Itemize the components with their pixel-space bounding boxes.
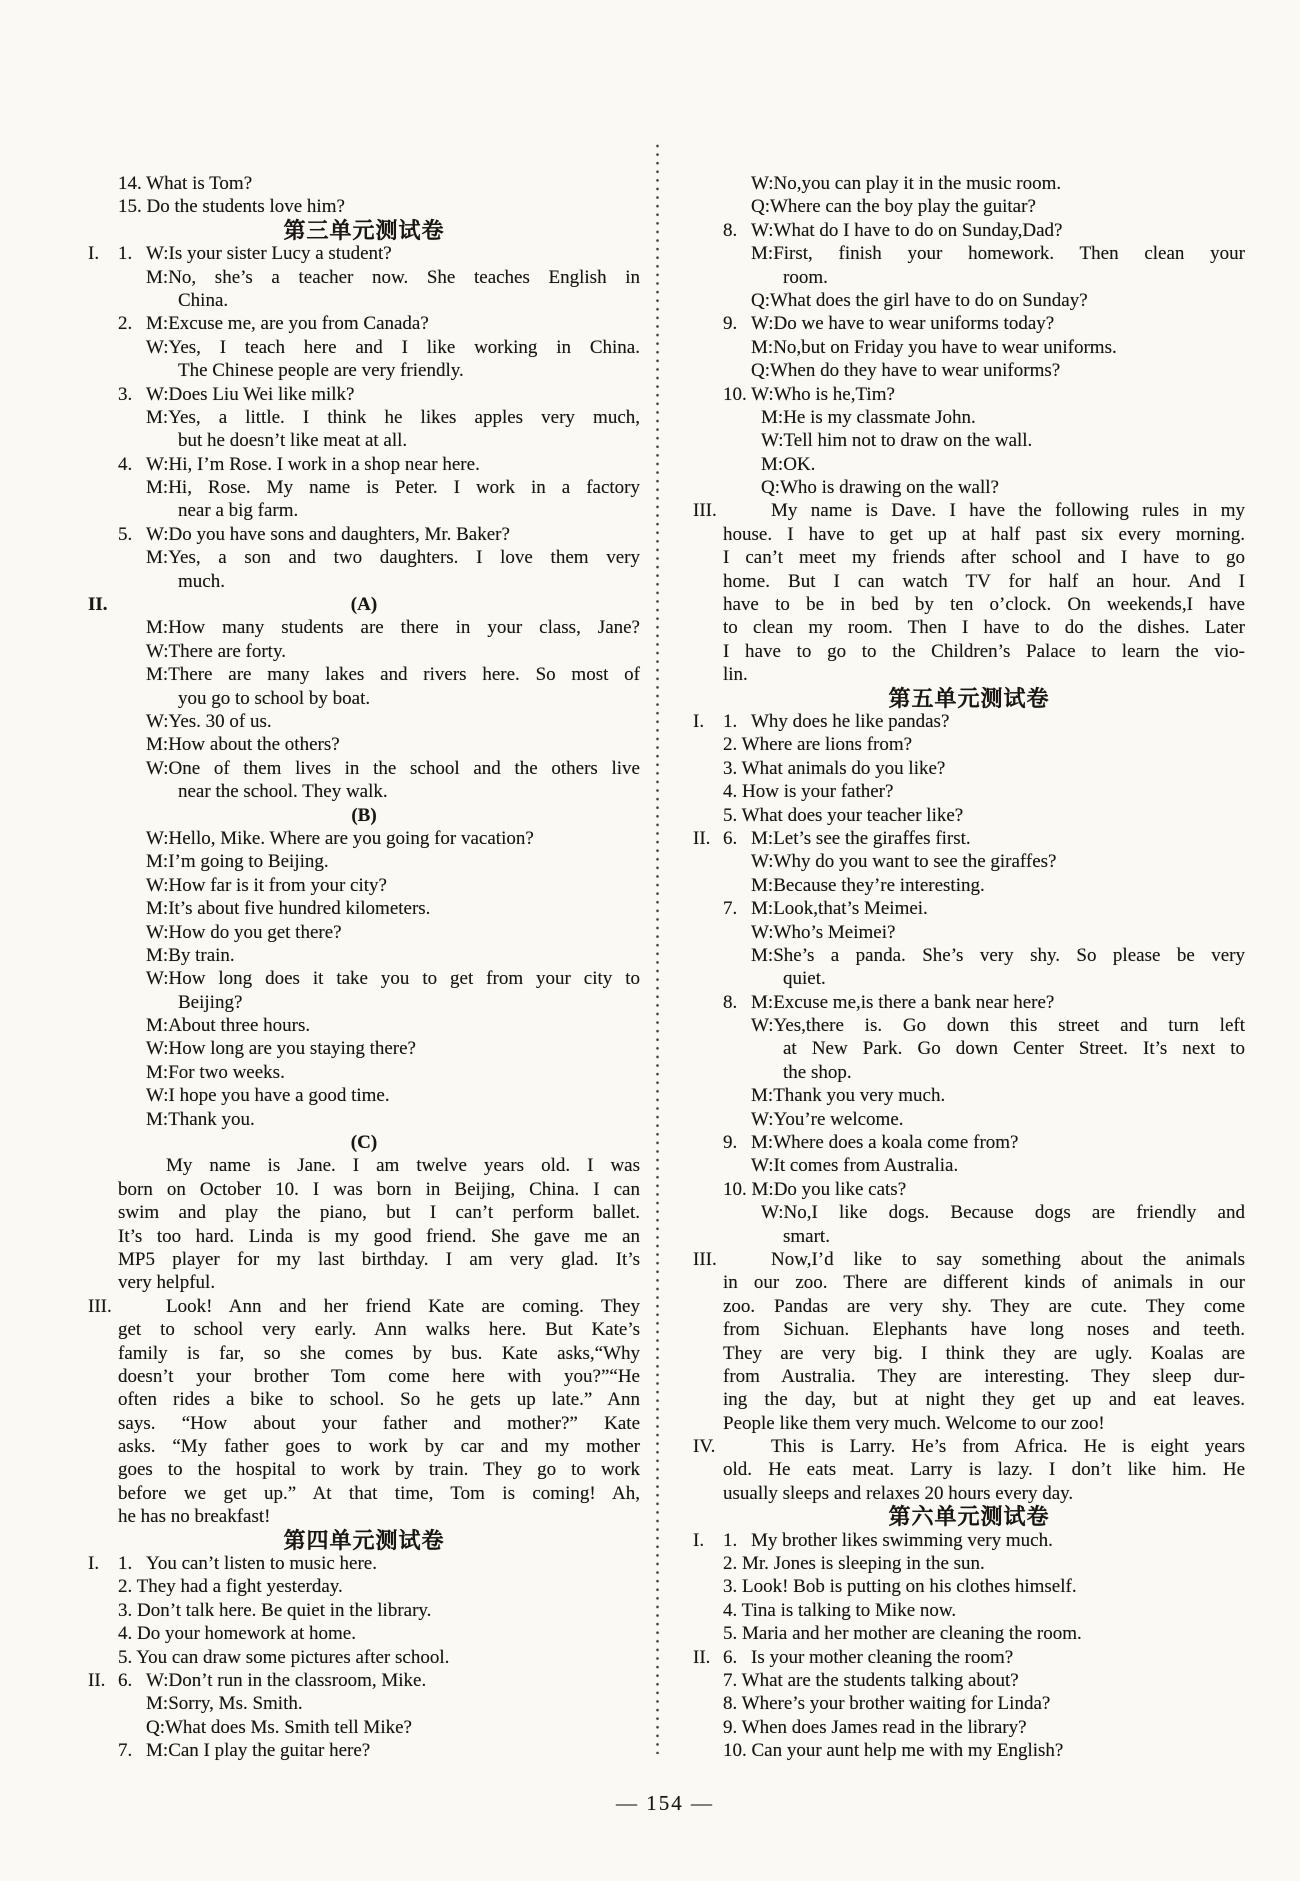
text-line: from Sichuan. Elephants have long noses and teeth. — [723, 1319, 1245, 1341]
text-line: Q:What does the girl have to do on Sunday? — [751, 289, 1088, 311]
text-line: W:How long are you staying there? — [146, 1038, 416, 1060]
text-line: 10. M:Do you like cats? — [723, 1178, 907, 1200]
text-line: 2. Mr. Jones is sleeping in the sun. — [723, 1553, 985, 1575]
speaker-label: W: — [761, 1202, 784, 1224]
speaker-label: W: — [761, 430, 784, 452]
text-line: Q:Who is drawing on the wall? — [761, 477, 999, 499]
text-line: Q:What does Ms. Smith tell Mike? — [146, 1716, 412, 1738]
text-line: room. — [783, 266, 828, 288]
item-number: 3. — [723, 757, 738, 779]
speaker-label: M: — [146, 734, 169, 756]
item-number: 6. — [118, 1670, 133, 1691]
text-line: III. Now,I’d like to say something about the animals — [693, 1248, 1245, 1270]
item-number: 14. — [118, 173, 142, 194]
column-divider — [656, 142, 659, 1754]
text-line: 4. How is your father? — [723, 781, 894, 803]
speaker-label: M: — [146, 313, 169, 335]
text-line: M:I’m going to Beijing. — [146, 851, 329, 873]
speaker-label: W: — [751, 851, 774, 873]
speaker-label: W: — [146, 1670, 169, 1691]
item-number: 10. — [723, 1740, 747, 1762]
text-line: home. But I can watch TV for half an hour. And I — [723, 570, 1245, 592]
speaker-label: W: — [751, 1155, 774, 1177]
item-number: 10. — [723, 1178, 747, 1200]
speaker-label: W: — [146, 921, 169, 943]
text-line: M:Sorry, Ms. Smith. — [146, 1693, 303, 1715]
speaker-label: M: — [751, 827, 774, 849]
part-label: II. (A) — [88, 594, 378, 616]
text-line: 5. W:Do you have sons and daughters, Mr. Baker? — [118, 523, 510, 545]
text-line: I have to go to the Children’s Palace to learn the vio- — [723, 640, 1245, 662]
text-line: have to be in bed by ten o’clock. On weekends,I have — [723, 594, 1245, 616]
text-line: 8. Where’s your brother waiting for Linda? — [723, 1693, 1051, 1715]
item-number: 4. — [723, 781, 738, 803]
speaker-label: W: — [146, 1038, 169, 1060]
text-line: quiet. — [783, 968, 826, 990]
item-number: 5. — [723, 1623, 738, 1645]
text-line: 4. W:Hi, I’m Rose. I work in a shop near here. — [118, 453, 480, 475]
text-line: often rides a bike to school. So he gets up late.” Ann — [118, 1389, 640, 1411]
text-line: 10. Can your aunt help me with my English? — [723, 1740, 1064, 1762]
text-line: near the school. They walk. — [178, 781, 388, 803]
part-label: (B) — [351, 804, 377, 826]
roman-numeral: IV. — [693, 1436, 716, 1458]
item-number: 9. — [723, 313, 738, 335]
text-line: My name is Jane. I am twelve years old. I was — [166, 1155, 640, 1177]
text-line: IV. This is Larry. He’s from Africa. He is eight years — [693, 1436, 1245, 1458]
speaker-label: M: — [751, 874, 774, 896]
text-line: II. 6. M:Let’s see the giraffes first. — [693, 827, 971, 849]
roman-numeral: II. — [88, 594, 108, 616]
speaker-label: W: — [146, 968, 169, 990]
text-line: W:How do you get there? — [146, 921, 342, 943]
roman-numeral: II. — [693, 827, 711, 849]
section-header: 第四单元测试卷 — [283, 1527, 445, 1553]
text-line: but he doesn’t like meat at all. — [178, 430, 408, 452]
speaker-label: W: — [146, 874, 169, 896]
text-line: They are very big. I think they are ugly. Koalas are — [723, 1342, 1245, 1364]
text-line: 2. M:Excuse me, are you from Canada? — [118, 313, 429, 335]
item-number: 2. — [723, 1553, 738, 1575]
text-line: get to school very early. Ann walks here. But Kate’s — [118, 1319, 640, 1341]
speaker-label: W: — [146, 453, 169, 475]
text-line: M:How many students are there in your class, Jane? — [146, 617, 640, 639]
roman-numeral: I. — [693, 1529, 705, 1551]
text-line: Beijing? — [178, 991, 243, 1013]
text-line: M:No,but on Friday you have to wear uniforms. — [751, 336, 1117, 358]
text-line: W:You’re welcome. — [751, 1108, 904, 1130]
section-header: 第三单元测试卷 — [283, 217, 445, 243]
text-line: M:No, she’s a teacher now. She teaches English in — [146, 266, 640, 288]
text-line: 3. Don’t talk here. Be quiet in the library. — [118, 1599, 432, 1621]
text-line: Q:Where can the boy play the guitar? — [751, 196, 1036, 218]
text-line: I can’t meet my friends after school and I have to go — [723, 547, 1245, 569]
text-line: 7. M:Look,that’s Meimei. — [723, 898, 928, 920]
right-column — [693, 172, 1245, 1763]
item-number: 6. — [723, 827, 738, 849]
speaker-label: W: — [146, 523, 169, 545]
text-line: W:Who’s Meimei? — [751, 921, 896, 943]
text-line: goes to the hospital to work by train. They go to work — [118, 1459, 640, 1481]
item-number: 3. — [723, 1576, 738, 1598]
text-line: born on October 10. I was born in Beijing, China. I can — [118, 1178, 640, 1200]
roman-numeral: I. — [88, 1553, 100, 1575]
item-number: 5. — [118, 1646, 133, 1668]
text-line: 3. Look! Bob is putting on his clothes himself. — [723, 1576, 1077, 1598]
item-number: 15. — [118, 196, 142, 218]
text-line: III. Look! Ann and her friend Kate are coming. They — [88, 1295, 640, 1317]
item-number: 6. — [723, 1646, 738, 1668]
text-line: 5. You can draw some pictures after school. — [118, 1646, 450, 1668]
text-line: 3. W:Does Liu Wei like milk? — [118, 383, 355, 405]
speaker-label: Q: — [146, 1716, 165, 1738]
speaker-label: M: — [751, 898, 774, 920]
text-line: 7. What are the students talking about? — [723, 1670, 1019, 1691]
speaker-label: W: — [146, 383, 169, 405]
text-line: very helpful. — [118, 1272, 216, 1294]
speaker-label: W: — [146, 1085, 169, 1107]
text-line: M:There are many lakes and rivers here. So most of — [146, 664, 640, 686]
item-number: 9. — [723, 1132, 738, 1154]
text-line: M:He is my classmate John. — [761, 406, 976, 428]
item-number: 5. — [723, 804, 738, 826]
text-line: M:By train. — [146, 944, 235, 966]
item-number: 1. — [118, 1553, 133, 1575]
item-number: 9. — [723, 1716, 738, 1738]
speaker-label: M: — [146, 547, 169, 569]
text-line: W:Hello, Mike. Where are you going for vacation? — [146, 827, 534, 849]
text-line: 9. W:Do we have to wear uniforms today? — [723, 313, 1055, 335]
text-line: lin. — [723, 664, 748, 686]
item-number: 3. — [118, 1599, 133, 1621]
item-number: 4. — [118, 453, 133, 475]
left-column — [88, 172, 640, 1763]
text-line: swim and play the piano, but I can’t perform ballet. — [118, 1202, 640, 1224]
speaker-label: M: — [751, 336, 774, 358]
page-number: — 154 — — [616, 1791, 714, 1815]
roman-numeral: III. — [88, 1295, 112, 1317]
speaker-label: M: — [146, 1108, 169, 1130]
text-line: M:How about the others? — [146, 734, 340, 756]
text-line: in our zoo. There are different kinds of animals in our — [723, 1272, 1245, 1294]
text-line: 2. They had a fight yesterday. — [118, 1576, 343, 1598]
item-number: 2. — [723, 734, 738, 756]
speaker-label: M: — [146, 1693, 169, 1715]
speaker-label: W: — [751, 1108, 774, 1130]
speaker-label: Q: — [751, 196, 770, 218]
item-number: 8. — [723, 219, 738, 241]
speaker-label: W: — [751, 173, 774, 194]
text-line: M:Yes, a little. I think he likes apples very much, — [146, 406, 640, 428]
text-line: house. I have to get up at half past six every morning. — [723, 523, 1245, 545]
text-line: W:Yes,there is. Go down this street and turn left — [751, 1015, 1245, 1037]
speaker-label: M: — [751, 1178, 774, 1200]
speaker-label: M: — [146, 1740, 169, 1762]
text-line: old. He eats meat. Larry is lazy. I don’t like him. He — [723, 1459, 1245, 1481]
text-line: M:For two weeks. — [146, 1061, 285, 1083]
item-number: 4. — [118, 1623, 133, 1645]
text-line: 4. Do your homework at home. — [118, 1623, 356, 1645]
speaker-label: M: — [751, 944, 774, 966]
section-header: 第六单元测试卷 — [888, 1504, 1050, 1530]
speaker-label: M: — [146, 944, 169, 966]
speaker-label: M: — [751, 243, 774, 265]
text-line: M:Thank you. — [146, 1108, 255, 1130]
speaker-label: W: — [146, 710, 169, 732]
item-number: 7. — [723, 898, 738, 920]
item-number: 1. — [723, 710, 738, 732]
text-line: 7. M:Can I play the guitar here? — [118, 1740, 371, 1762]
item-number: 4. — [723, 1599, 738, 1621]
text-line: 3. What animals do you like? — [723, 757, 946, 779]
speaker-label: W: — [751, 219, 774, 241]
text-line: M:Hi, Rose. My name is Peter. I work in a factory — [146, 477, 640, 499]
text-line: M:She’s a panda. She’s very shy. So please be very — [751, 944, 1245, 966]
speaker-label: M: — [146, 1061, 169, 1083]
speaker-label: W: — [146, 827, 169, 849]
speaker-label: M: — [761, 406, 784, 428]
roman-numeral: III. — [693, 1248, 717, 1270]
text-line: W:No,I like dogs. Because dogs are friendly and — [761, 1202, 1245, 1224]
text-line: 14. What is Tom? — [118, 173, 253, 194]
text-line: 4. Tina is talking to Mike now. — [723, 1599, 957, 1621]
item-number: 3. — [118, 383, 133, 405]
item-number: 8. — [723, 991, 738, 1013]
text-line: the shop. — [783, 1061, 852, 1083]
speaker-label: M: — [146, 851, 169, 873]
speaker-label: W: — [146, 336, 169, 358]
text-line: much. — [178, 570, 225, 592]
text-line: I. 1. You can’t listen to music here. — [88, 1553, 377, 1575]
text-line: 15. Do the students love him? — [118, 196, 345, 218]
text-line: from Australia. They are interesting. They sleep dur- — [723, 1365, 1245, 1387]
text-line: zoo. Pandas are very shy. They are cute. They come — [723, 1295, 1245, 1317]
speaker-label: M: — [751, 1132, 774, 1154]
text-line: It’s too hard. Linda is my good friend. She gave me an — [118, 1225, 640, 1247]
text-line: M:It’s about five hundred kilometers. — [146, 898, 431, 920]
text-line: W:Why do you want to see the giraffes? — [751, 851, 1057, 873]
item-number: 2. — [118, 1576, 133, 1598]
text-line: II. 6. W:Don’t run in the classroom, Mike. — [88, 1670, 427, 1691]
item-number: 1. — [723, 1529, 738, 1551]
text-line: III. My name is Dave. I have the following rules in my — [693, 500, 1245, 522]
speaker-label: Q: — [751, 360, 770, 382]
text-line: 8. M:Excuse me,is there a bank near here? — [723, 991, 1055, 1013]
item-number: 5. — [118, 523, 133, 545]
roman-numeral: II. — [88, 1670, 106, 1691]
text-line: W:Tell him not to draw on the wall. — [761, 430, 1033, 452]
text-line: MP5 player for my last birthday. I am very glad. It’s — [118, 1248, 640, 1270]
item-number: 8. — [723, 1693, 738, 1715]
text-line: 5. Maria and her mother are cleaning the room. — [723, 1623, 1082, 1645]
text-line: W:Yes. 30 of us. — [146, 710, 272, 732]
text-line: People like them very much. Welcome to our zoo! — [723, 1412, 1105, 1434]
speaker-label: Q: — [751, 289, 770, 311]
speaker-label: M: — [751, 1085, 774, 1107]
speaker-label: W: — [146, 757, 169, 779]
speaker-label: M: — [146, 477, 169, 499]
text-line: M:Yes, a son and two daughters. I love them very — [146, 547, 640, 569]
text-line: M:OK. — [761, 453, 816, 475]
text-line: W:There are forty. — [146, 640, 286, 662]
text-line: II. 6. Is your mother cleaning the room? — [693, 1646, 1014, 1668]
speaker-label: W: — [751, 383, 774, 405]
text-line: usually sleeps and relaxes 20 hours every day. — [723, 1482, 1074, 1504]
item-number: 7. — [723, 1670, 738, 1691]
text-line: smart. — [783, 1225, 830, 1247]
item-number: 7. — [118, 1740, 133, 1762]
text-line: W:No,you can play it in the music room. — [751, 173, 1062, 194]
text-line: asks. “My father goes to work by car and my mother — [118, 1436, 640, 1458]
text-line: ing the day, but at night they get up and eat leaves. — [723, 1389, 1245, 1411]
speaker-label: M: — [146, 898, 169, 920]
speaker-label: W: — [751, 1015, 774, 1037]
text-line: W:How long does it take you to get from your city to — [146, 968, 640, 990]
text-line: M:About three hours. — [146, 1015, 311, 1037]
text-line: to clean my room. Then I have to do the dishes. Later — [723, 617, 1245, 639]
text-line: W:One of them lives in the school and the others live — [146, 757, 640, 779]
speaker-label: W: — [146, 640, 169, 662]
text-line: 10. W:Who is he,Tim? — [723, 383, 895, 405]
text-line: Q:When do they have to wear uniforms? — [751, 360, 1061, 382]
speaker-label: M: — [761, 453, 784, 475]
text-line: I. 1. My brother likes swimming very much. — [693, 1529, 1053, 1551]
text-line: doesn’t your brother Tom come here with you?”“He — [118, 1365, 640, 1387]
text-line: M:Because they’re interesting. — [751, 874, 985, 896]
text-line: says. “How about your father and mother?” Kate — [118, 1412, 640, 1434]
speaker-label: M: — [146, 1015, 169, 1037]
roman-numeral: II. — [693, 1646, 711, 1668]
text-line: M:First, finish your homework. Then clean your — [751, 243, 1245, 265]
speaker-label: M: — [751, 991, 774, 1013]
speaker-label: W: — [751, 313, 774, 335]
section-header: 第五单元测试卷 — [888, 685, 1050, 711]
text-line: at New Park. Go down Center Street. It’s next to — [783, 1038, 1245, 1060]
text-line: 8. W:What do I have to do on Sunday,Dad? — [723, 219, 1063, 241]
text-line: W:Yes, I teach here and I like working in China. — [146, 336, 640, 358]
speaker-label: M: — [146, 617, 169, 639]
text-line: 2. Where are lions from? — [723, 734, 913, 756]
speaker-label: M: — [146, 664, 169, 686]
text-line: 9. M:Where does a koala come from? — [723, 1132, 1019, 1154]
speaker-label: Q: — [761, 477, 780, 499]
text-line: family is far, so she comes by bus. Kate asks,“Why — [118, 1342, 640, 1364]
speaker-label: W: — [751, 921, 774, 943]
text-line: 9. When does James read in the library? — [723, 1716, 1027, 1738]
item-number: 10. — [723, 383, 747, 405]
text-line: W:It comes from Australia. — [751, 1155, 959, 1177]
text-line: China. — [178, 289, 229, 311]
roman-numeral: I. — [693, 710, 705, 732]
item-number: 2. — [118, 313, 133, 335]
text-line: I. 1. Why does he like pandas? — [693, 710, 950, 732]
text-line: W:I hope you have a good time. — [146, 1085, 390, 1107]
speaker-label: W: — [146, 243, 169, 265]
roman-numeral: I. — [88, 243, 100, 265]
text-line: you go to school by boat. — [178, 687, 371, 709]
item-number: 1. — [118, 243, 133, 265]
text-line: M:Thank you very much. — [751, 1085, 946, 1107]
text-line: before we get up.” At that time, Tom is coming! Ah, — [118, 1482, 640, 1504]
text-line: The Chinese people are very friendly. — [178, 360, 464, 382]
speaker-label: M: — [146, 406, 169, 428]
text-line: near a big farm. — [178, 500, 299, 522]
speaker-label: M: — [146, 266, 169, 288]
roman-numeral: III. — [693, 500, 717, 522]
text-line: he has no breakfast! — [118, 1506, 271, 1528]
text-line: W:How far is it from your city? — [146, 874, 387, 896]
text-line: I. 1. W:Is your sister Lucy a student? — [88, 243, 392, 265]
text-line: 5. What does your teacher like? — [723, 804, 964, 826]
part-label: (C) — [350, 1132, 378, 1154]
